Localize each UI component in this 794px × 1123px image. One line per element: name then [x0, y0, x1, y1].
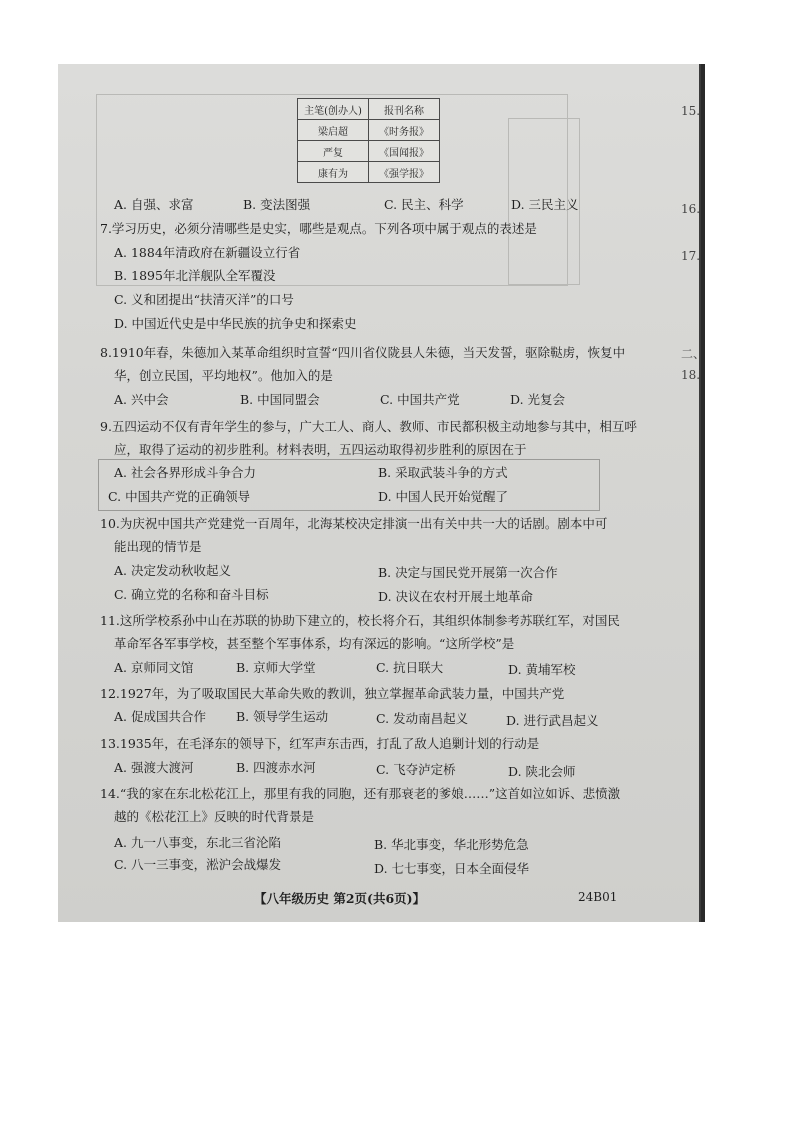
- table-cell: 《国闻报》: [369, 141, 440, 162]
- margin-number-18: 18.: [681, 368, 701, 382]
- q7-option-c: C. 义和团提出“扶清灭洋”的口号: [114, 292, 294, 307]
- q9-option-a: A. 社会各界形成斗争合力: [114, 465, 256, 480]
- q12-option-c: C. 发动南昌起义: [376, 711, 469, 726]
- q12-option-b: B. 领导学生运动: [236, 709, 329, 724]
- table-cell: 梁启超: [298, 120, 369, 141]
- q9-stem-line1: 9.五四运动不仅有青年学生的参与，广大工人、商人、教师、市民都积极主动地参与其中，相互呼: [100, 419, 637, 434]
- q14-stem-line1: 14.“我的家在东北松花江上，那里有我的同胞，还有那衰老的爹娘……”这首如泣如诉、悲愤激: [100, 786, 621, 801]
- q6-option-c: C. 民主、科学: [384, 197, 464, 212]
- q14-option-b: B. 华北事变，华北形势危急: [374, 837, 529, 852]
- page-code: 24B01: [578, 890, 618, 904]
- q8-stem-line2: 华，创立民国，平均地权”。他加入的是: [114, 368, 333, 383]
- q14-option-a: A. 九一八事变，东北三省沦陷: [114, 835, 281, 850]
- q7-stem: 7.学习历史，必须分清哪些是史实，哪些是观点。下列各项中属于观点的表述是: [100, 221, 537, 236]
- q12-option-a: A. 促成国共合作: [114, 709, 206, 724]
- margin-number-17: 17.: [681, 249, 701, 263]
- q10-stem-line2: 能出现的情节是: [114, 539, 202, 554]
- q10-option-c: C. 确立党的名称和奋斗目标: [114, 587, 269, 602]
- q11-option-b: B. 京师大学堂: [236, 660, 316, 675]
- q14-stem-line2: 越的《松花江上》反映的时代背景是: [114, 809, 315, 824]
- table-row: [298, 162, 440, 183]
- margin-number-15: 15.: [681, 104, 701, 118]
- q10-option-a: A. 决定发动秋收起义: [114, 563, 231, 578]
- q8-option-d: D. 光复会: [510, 392, 566, 407]
- q9-option-d: D. 中国人民开始觉醒了: [378, 489, 509, 504]
- q11-option-a: A. 京师同文馆: [114, 660, 194, 675]
- q10-option-b: B. 决定与国民党开展第一次合作: [378, 565, 558, 580]
- q11-option-c: C. 抗日联大: [376, 660, 444, 675]
- q13-option-c: C. 飞夺泸定桥: [376, 762, 456, 777]
- q8-option-c: C. 中国共产党: [380, 392, 460, 407]
- q13-option-d: D. 陕北会师: [508, 764, 576, 779]
- table-cell: 康有为: [298, 162, 369, 183]
- q6-option-a: A. 自强、求富: [114, 197, 194, 212]
- q12-stem: 12.1927年，为了吸取国民大革命失败的教训，独立掌握革命武装力量，中国共产党: [100, 686, 565, 701]
- q9-stem-line2: 应，取得了运动的初步胜利。材料表明，五四运动取得初步胜利的原因在于: [114, 442, 527, 457]
- q6-option-d: D. 三民主义: [511, 197, 579, 212]
- table-row: [298, 141, 440, 162]
- q6-option-b: B. 变法图强: [243, 197, 311, 212]
- q13-stem: 13.1935年，在毛泽东的领导下，红军声东击西，打乱了敌人追剿计划的行动是: [100, 736, 540, 751]
- table-row: [298, 120, 440, 141]
- q9-option-c: C. 中国共产党的正确领导: [108, 489, 251, 504]
- q11-stem-line1: 11.这所学校系孙中山在苏联的协助下建立的，校长将介石，其组织体制参考苏联红军，对国民: [100, 613, 620, 628]
- table-cell: 《时务报》: [369, 120, 440, 141]
- q8-option-b: B. 中国同盟会: [240, 392, 320, 407]
- q8-stem-line1: 8.1910年春，朱德加入某革命组织时宣誓“四川省仪陇县人朱德，当天发誓，驱除鞑虏，恢复中: [100, 345, 626, 360]
- q13-option-a: A. 强渡大渡河: [114, 760, 194, 775]
- q8-option-a: A. 兴中会: [114, 392, 169, 407]
- page-footer: 【八年级历史 第2页(共6页)】: [254, 891, 426, 906]
- q9-option-b: B. 采取武装斗争的方式: [378, 465, 508, 480]
- q11-option-d: D. 黄埔军校: [508, 662, 576, 677]
- q14-option-c: C. 八一三事变，淞沪会战爆发: [114, 857, 282, 872]
- q10-option-d: D. 决议在农村开展土地革命: [378, 589, 534, 604]
- table-header-cell: 报刊名称: [369, 99, 440, 120]
- newspaper-table: [297, 98, 440, 183]
- margin-section-2: 二、: [681, 347, 706, 361]
- q10-stem-line1: 10.为庆祝中国共产党建党一百周年，北海某校决定排演一出有关中共一大的话剧。剧本中可: [100, 516, 608, 531]
- q12-option-d: D. 进行武昌起义: [506, 713, 599, 728]
- q7-option-b: B. 1895年北洋舰队全军覆没: [114, 268, 276, 283]
- q7-option-a: A. 1884年清政府在新疆设立行省: [114, 245, 301, 260]
- table-cell: 《强学报》: [369, 162, 440, 183]
- margin-number-16: 16.: [681, 202, 701, 216]
- q13-option-b: B. 四渡赤水河: [236, 760, 316, 775]
- table-header-row: [298, 99, 440, 120]
- q11-stem-line2: 革命军各军事学校，甚至整个军事体系，均有深远的影响。“这所学校”是: [114, 636, 515, 651]
- page-edge-shadow: [701, 64, 705, 922]
- table-header-cell: 主笔(创办人): [298, 99, 369, 120]
- table-cell: 严复: [298, 141, 369, 162]
- q14-option-d: D. 七七事变，日本全面侵华: [374, 861, 530, 876]
- q7-option-d: D. 中国近代史是中华民族的抗争史和探索史: [114, 316, 357, 331]
